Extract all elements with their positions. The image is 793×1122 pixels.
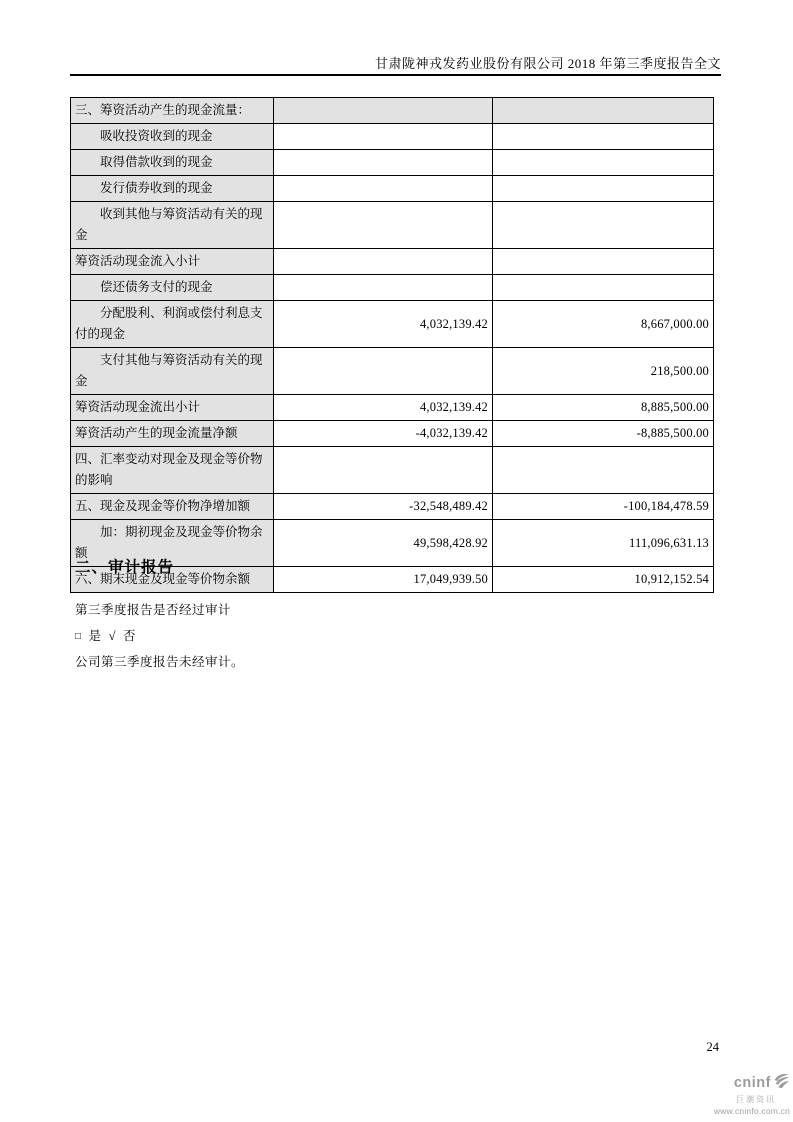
row-label: 筹资活动现金流出小计 (71, 395, 274, 421)
value-prior-period (493, 98, 714, 124)
row-label: 发行债券收到的现金 (71, 176, 274, 202)
row-label: 分配股利、利润或偿付利息支付的现金 (71, 301, 274, 348)
value-prior-period: -8,885,500.00 (493, 421, 714, 447)
value-prior-period (493, 176, 714, 202)
value-current-period (274, 348, 493, 395)
value-current-period (274, 176, 493, 202)
row-label: 三、筹资活动产生的现金流量： (71, 98, 274, 124)
value-prior-period (493, 202, 714, 249)
header-rule (70, 74, 721, 76)
table-row (71, 301, 714, 348)
row-label: 筹资活动现金流入小计 (71, 249, 274, 275)
value-prior-period: 111,096,631.13 (493, 520, 714, 567)
table-row (71, 176, 714, 202)
audit-section-heading: 二、审计报告 (75, 559, 175, 576)
value-prior-period (493, 275, 714, 301)
row-label: 收到其他与筹资活动有关的现金 (71, 202, 274, 249)
cninfo-logo (705, 1072, 790, 1116)
value-current-period: 17,049,939.50 (274, 567, 493, 593)
value-current-period (274, 249, 493, 275)
table-row (71, 124, 714, 150)
value-current-period (274, 447, 493, 494)
cninfo-swoosh-icon (772, 1072, 790, 1094)
row-label: 五、现金及现金等价物净增加额 (71, 494, 274, 520)
table-row (71, 395, 714, 421)
value-prior-period: 10,912,152.54 (493, 567, 714, 593)
value-prior-period (493, 124, 714, 150)
table-row (71, 494, 714, 520)
row-label: 加：期初现金及现金等价物余额 (71, 520, 274, 567)
value-current-period: -32,548,489.42 (274, 494, 493, 520)
option-yes-label: 是 (88, 629, 102, 643)
table-row (71, 98, 714, 124)
value-current-period (274, 275, 493, 301)
table-row (71, 202, 714, 249)
value-current-period (274, 98, 493, 124)
audit-options (75, 626, 136, 644)
row-label: 支付其他与筹资活动有关的现金 (71, 348, 274, 395)
value-current-period (274, 124, 493, 150)
value-prior-period (493, 447, 714, 494)
value-prior-period: 218,500.00 (493, 348, 714, 395)
table-row (71, 348, 714, 395)
row-label: 四、汇率变动对现金及现金等价物的影响 (71, 447, 274, 494)
row-label: 偿还债务支付的现金 (71, 275, 274, 301)
cninfo-logo-url: www.cninfo.com.cn (713, 1106, 790, 1116)
value-prior-period (493, 150, 714, 176)
table-row (71, 275, 714, 301)
report-header-title: 甘肃陇神戎发药业股份有限公司 2018 年第三季度报告全文 (374, 56, 721, 71)
value-current-period: 49,598,428.92 (274, 520, 493, 567)
value-prior-period (493, 249, 714, 275)
table-row (71, 421, 714, 447)
table-row (71, 447, 714, 494)
cninfo-logo-word: cninf (733, 1074, 771, 1091)
audit-statement: 公司第三季度报告未经审计。 (75, 655, 245, 669)
value-prior-period: 8,667,000.00 (493, 301, 714, 348)
row-label: 吸收投资收到的现金 (71, 124, 274, 150)
value-current-period (274, 150, 493, 176)
value-current-period: 4,032,139.42 (274, 301, 493, 348)
table-row (71, 249, 714, 275)
value-prior-period: 8,885,500.00 (493, 395, 714, 421)
page-number: 24 (706, 1040, 719, 1054)
cninfo-logo-chinese: 巨潮资讯 (736, 1095, 776, 1104)
checkmark-icon: √ (108, 629, 116, 643)
checkbox-unchecked-icon: □ (75, 631, 82, 642)
value-prior-period: -100,184,478.59 (493, 494, 714, 520)
row-label: 筹资活动产生的现金流量净额 (71, 421, 274, 447)
value-current-period (274, 202, 493, 249)
cash-flow-table (70, 97, 714, 593)
row-label: 取得借款收到的现金 (71, 150, 274, 176)
value-current-period: 4,032,139.42 (274, 395, 493, 421)
option-no-label: 否 (122, 629, 136, 643)
table-row (71, 150, 714, 176)
audit-question: 第三季度报告是否经过审计 (75, 603, 232, 617)
cash-flow-table-body (71, 98, 714, 593)
row-label: 六、期末现金及现金等价物余额 (71, 567, 274, 593)
value-current-period: -4,032,139.42 (274, 421, 493, 447)
